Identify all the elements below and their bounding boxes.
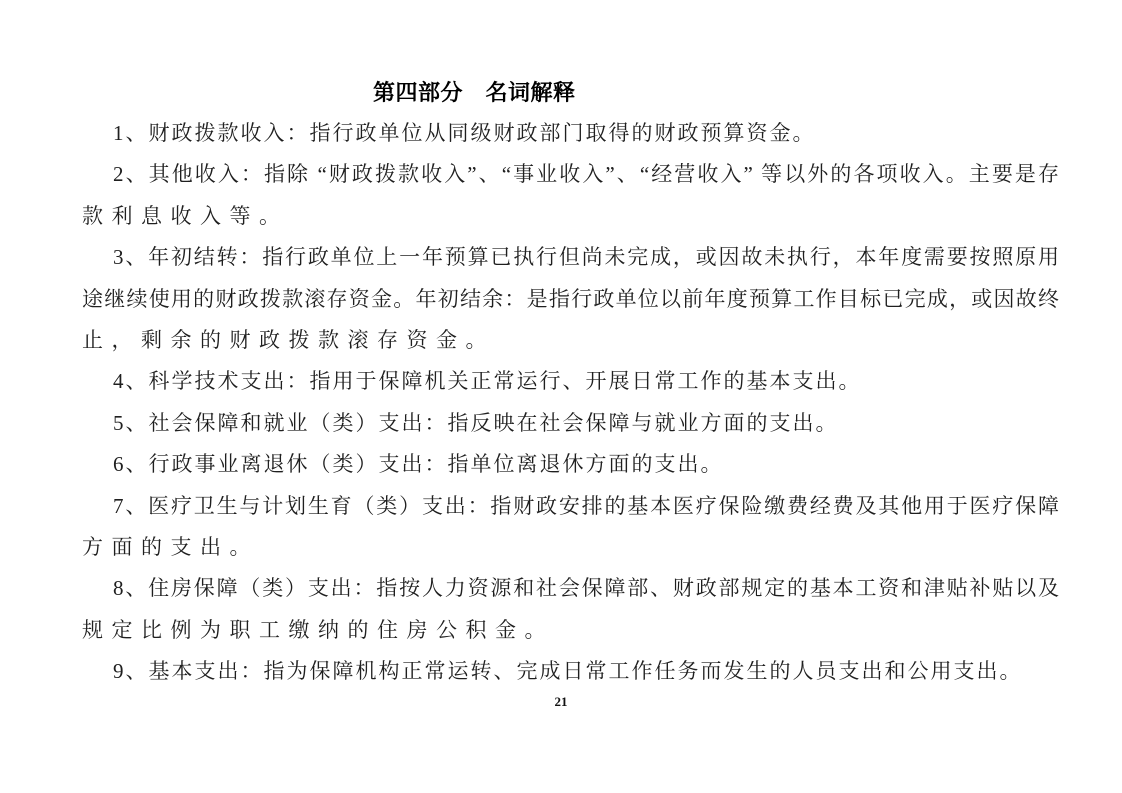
body-line: 7、医疗卫生与计划生育（类）支出：指财政安排的基本医疗保险缴费经费及其他用于医疗保障 <box>113 493 1060 518</box>
body-line: 方面的支出。 <box>82 535 259 560</box>
body-text <box>82 113 1060 693</box>
page-number: 21 <box>554 694 568 709</box>
body-line: 2、其他收入：指除 “财政拨款收入”、“事业收入”、“经营收入” 等以外的各项收入。主要是存 <box>113 162 1060 187</box>
body-line: 止，剩余的财政拨款滚存资金。 <box>82 328 495 353</box>
document-content <box>82 73 1060 693</box>
body-line: 8、住房保障（类）支出：指按人力资源和社会保障部、财政部规定的基本工资和津贴补贴以及 <box>113 576 1060 601</box>
body-line: 5、社会保障和就业（类）支出：指反映在社会保障与就业方面的支出。 <box>113 410 839 435</box>
body-line: 款利息收入等。 <box>82 203 289 228</box>
body-line: 6、行政事业离退休（类）支出：指单位离退休方面的支出。 <box>113 452 724 477</box>
body-line: 3、年初结转：指行政单位上一年预算已执行但尚未完成，或因故未执行，本年度需要按照原用 <box>113 245 1060 270</box>
body-line: 4、科学技术支出：指用于保障机关正常运行、开展日常工作的基本支出。 <box>113 369 862 394</box>
body-line: 1、财政拨款收入：指行政单位从同级财政部门取得的财政预算资金。 <box>113 121 816 145</box>
section-title: 第四部分 名词解释 <box>373 80 576 105</box>
body-line: 9、基本支出：指为保障机构正常运转、完成日常工作任务而发生的人员支出和公用支出。 <box>113 659 1023 684</box>
body-line: 规定比例为职工缴纳的住房公积金。 <box>82 617 554 642</box>
body-line: 途继续使用的财政拨款滚存资金。年初结余：是指行政单位以前年度预算工作目标已完成，或因故终 <box>82 286 1060 311</box>
